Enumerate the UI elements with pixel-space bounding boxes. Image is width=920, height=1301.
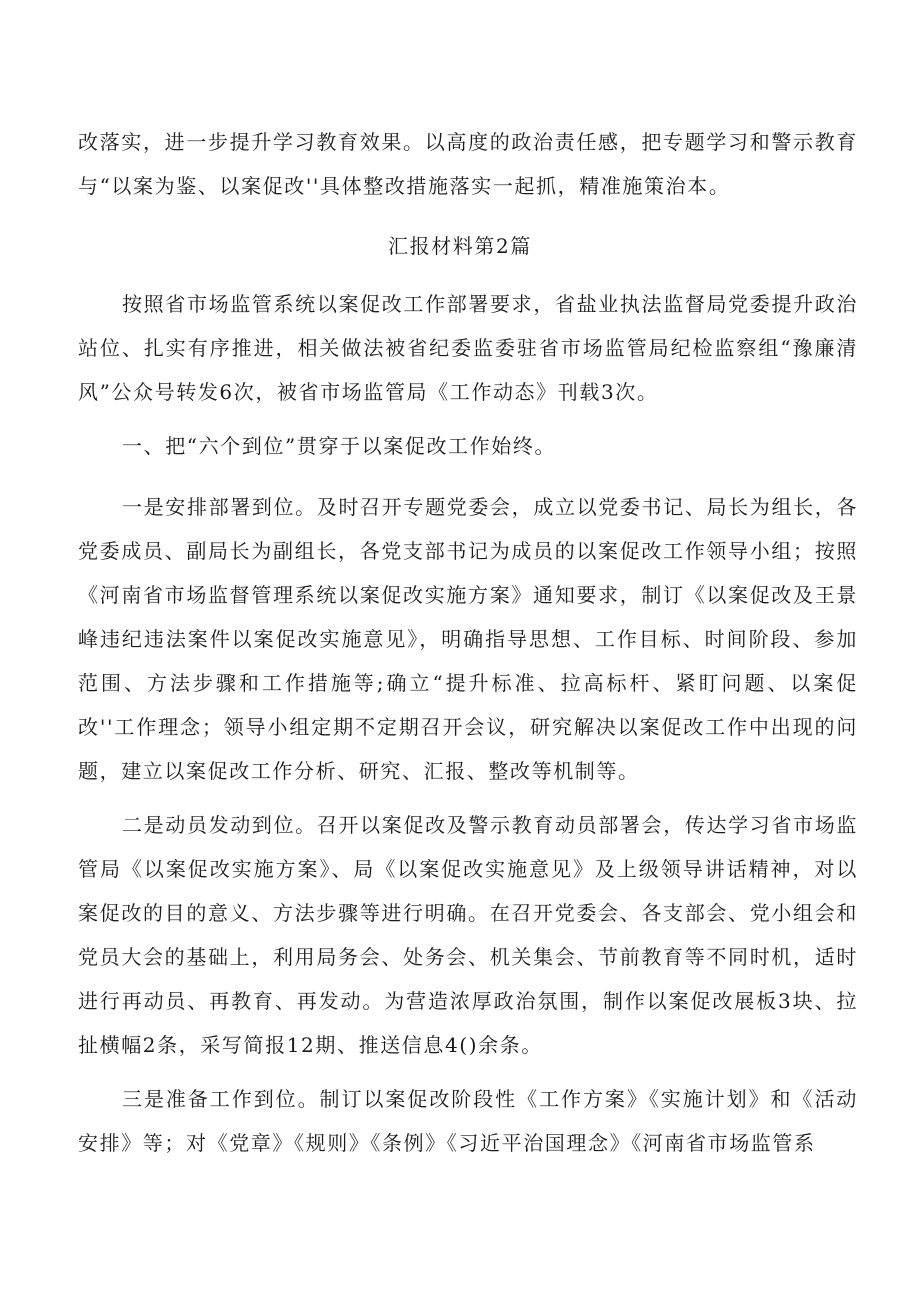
paragraph-preparation: 三是准备工作到位。制订以案促改阶段性《工作方案》《实施计划》和《活动安排》等；对《党章》《规则》《条例》《习近平治国理念》《河南省市场监管系 [78, 1087, 858, 1155]
intro-paragraph: 改落实，进一步提升学习教育效果。以高度的政治责任感，把专题学习和警示教育与“以案为鉴、以案促改''具体整改措施落实一起抓，精准施策治本。 [78, 130, 858, 198]
paragraph-mobilization: 二是动员发动到位。召开以案促改及警示教育动员部署会，传达学习省市场监管局《以案促改实施方案》、局《以案促改实施意见》及上级领导讲话精神，对以案促改的目的意义、方法步骤等进行明确。在召开党委会、各支部会、党小组会和党员大会的基础上，利用局务会、处务会、机关集会、节前教育等不同时机，适时进行再动员、再教育、再发动。为营造浓厚政治氛围，制作以案促改展板3块、拉扯横幅2条，采写简报12期、推送信息4()余条。 [78, 813, 858, 1057]
paragraph-deployment: 一是安排部署到位。及时召开专题党委会，成立以党委书记、局长为组长，各党委成员、副局长为副组长，各党支部书记为成员的以案促改工作领导小组；按照《河南省市场监督管理系统以案促改实施方案》通知要求，制订《以案促改及王景峰违纪违法案件以案促改实施意见》，明确指导思想、工作目标、时间阶段、参加范围、方法步骤和工作措施等;确立“提升标准、拉高标杆、紧盯问题、以案促改''工作理念；领导小组定期不定期召开会议，研究解决以案促改工作中出现的问题，建立以案促改工作分析、研究、汇报、整改等机制等。 [78, 495, 858, 783]
paragraph-intro-summary: 按照省市场监管系统以案促改工作部署要求，省盐业执法监督局党委提升政治站位、扎实有序推进，相关做法被省纪委监委驻省市场监管局纪检监察组“豫廉清风”公众号转发6次，被省市场监管局《工作动态》刊载3次。 [78, 292, 858, 404]
section-title: 汇报材料第2篇 [388, 234, 532, 258]
paragraph-heading-one: 一、把“六个到位”贯穿于以案促改工作始终。 [122, 434, 557, 458]
